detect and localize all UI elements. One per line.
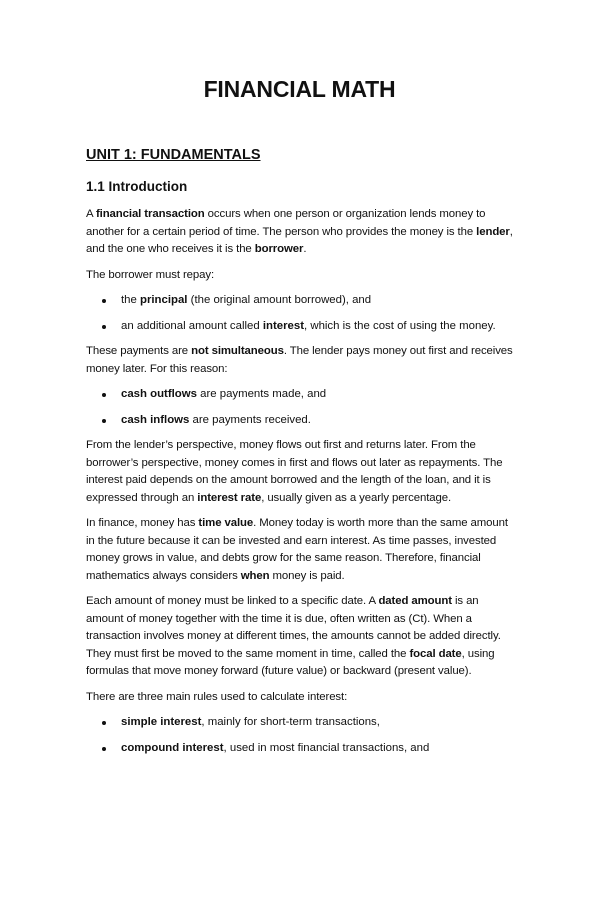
paragraph-financial-transaction	[86, 206, 513, 259]
term-cash-outflows: cash outflows	[121, 388, 197, 400]
term-interest-rate: interest rate	[197, 491, 262, 504]
list-item	[86, 318, 513, 336]
text-span: From the lender’s perspective, money flows out first and returns later. From the borrower’s perspective, money comes in first and flows out later as repayments. The interest paid depends on the amount borrowed and the length of the loan, and it is expressed through an	[86, 439, 503, 504]
page-title: FINANCIAL MATH	[203, 76, 396, 102]
text-span: , usually given as a yearly percentage.	[261, 491, 452, 504]
paragraph-time-value	[86, 515, 513, 585]
paragraph-not-simultaneous	[86, 343, 513, 378]
text-span: , which is the cost of using the money.	[304, 319, 496, 332]
bullet-icon	[102, 419, 106, 423]
list-item	[86, 412, 513, 430]
unit-heading: UNIT 1: FUNDAMENTALS	[86, 147, 261, 163]
text-span: are payments received.	[189, 413, 311, 426]
text-span: occurs when one person or organization lends money to another for a certain period of time. The person who provides the money is the	[86, 208, 486, 238]
text-span: . The lender pays money out first and receives money later. For this reason:	[86, 345, 513, 375]
text-span: the	[121, 294, 140, 306]
term-not-simultaneous: not simultaneous	[191, 345, 284, 357]
list-item	[86, 292, 513, 310]
bullet-icon	[102, 299, 106, 303]
term-interest: interest	[262, 319, 305, 332]
interest-rules-list	[86, 714, 513, 757]
bullet-icon	[102, 721, 106, 725]
paragraph-borrower-must-repay: The borrower must repay:	[86, 268, 215, 281]
term-dated-amount: dated amount	[378, 595, 452, 607]
paragraph-dated-amount	[86, 593, 513, 681]
cash-flow-list	[86, 386, 513, 429]
text-span: is an amount of money together with the time it is due, often written as (Ct). When a transaction involves money at different times, the amounts cannot be added directly. They must first be moved to the same moment in time, called the	[86, 595, 501, 660]
text-span: These payments are	[86, 345, 192, 357]
text-span: , mainly for short-term transactions,	[201, 716, 380, 728]
list-item	[86, 714, 513, 732]
list-item	[86, 740, 513, 758]
term-financial-transaction: financial transaction	[95, 208, 205, 220]
term-compound-interest: compound interest	[121, 741, 224, 754]
term-focal-date: focal date	[409, 647, 462, 660]
term-time-value: time value	[198, 517, 254, 529]
bullet-icon	[102, 747, 106, 751]
list-item	[86, 386, 513, 404]
text-span: , used in most financial transactions, and	[223, 741, 430, 754]
text-span: are payments made, and	[196, 388, 327, 400]
term-lender: lender	[476, 225, 510, 238]
bullet-icon	[102, 325, 106, 329]
text-span: .	[303, 243, 307, 255]
text-span: Each amount of money must be linked to a specific date. A	[86, 595, 379, 607]
text-span: (the original amount borrowed), and	[187, 294, 372, 306]
text-span: , using formulas that move money forward (future value) or backward (present value).	[86, 647, 495, 677]
section-heading: 1.1 Introduction	[86, 179, 188, 194]
text-span: money is paid.	[269, 569, 345, 582]
term-simple-interest: simple interest	[121, 716, 202, 728]
document-page	[0, 76, 599, 924]
text-span: A	[86, 208, 96, 220]
term-cash-inflows: cash inflows	[121, 413, 190, 426]
paragraph-interest-rules: There are three main rules used to calculate interest:	[86, 690, 348, 703]
text-span: In finance, money has	[86, 517, 199, 529]
repayment-list	[86, 292, 513, 335]
text-span: , and the one who receives it is the	[86, 225, 513, 255]
text-span: an additional amount called	[121, 319, 263, 332]
paragraph-perspectives	[86, 437, 513, 507]
bullet-icon	[102, 393, 106, 397]
term-principal: principal	[140, 294, 188, 306]
term-when: when	[240, 569, 270, 582]
term-borrower: borrower	[254, 243, 304, 255]
text-span: . Money today is worth more than the same amount in the future because it can be invested and earn interest. As time passes, invested money grows in value, and debts grow for the same reason. Therefore, financial mathematics always considers	[86, 517, 508, 582]
